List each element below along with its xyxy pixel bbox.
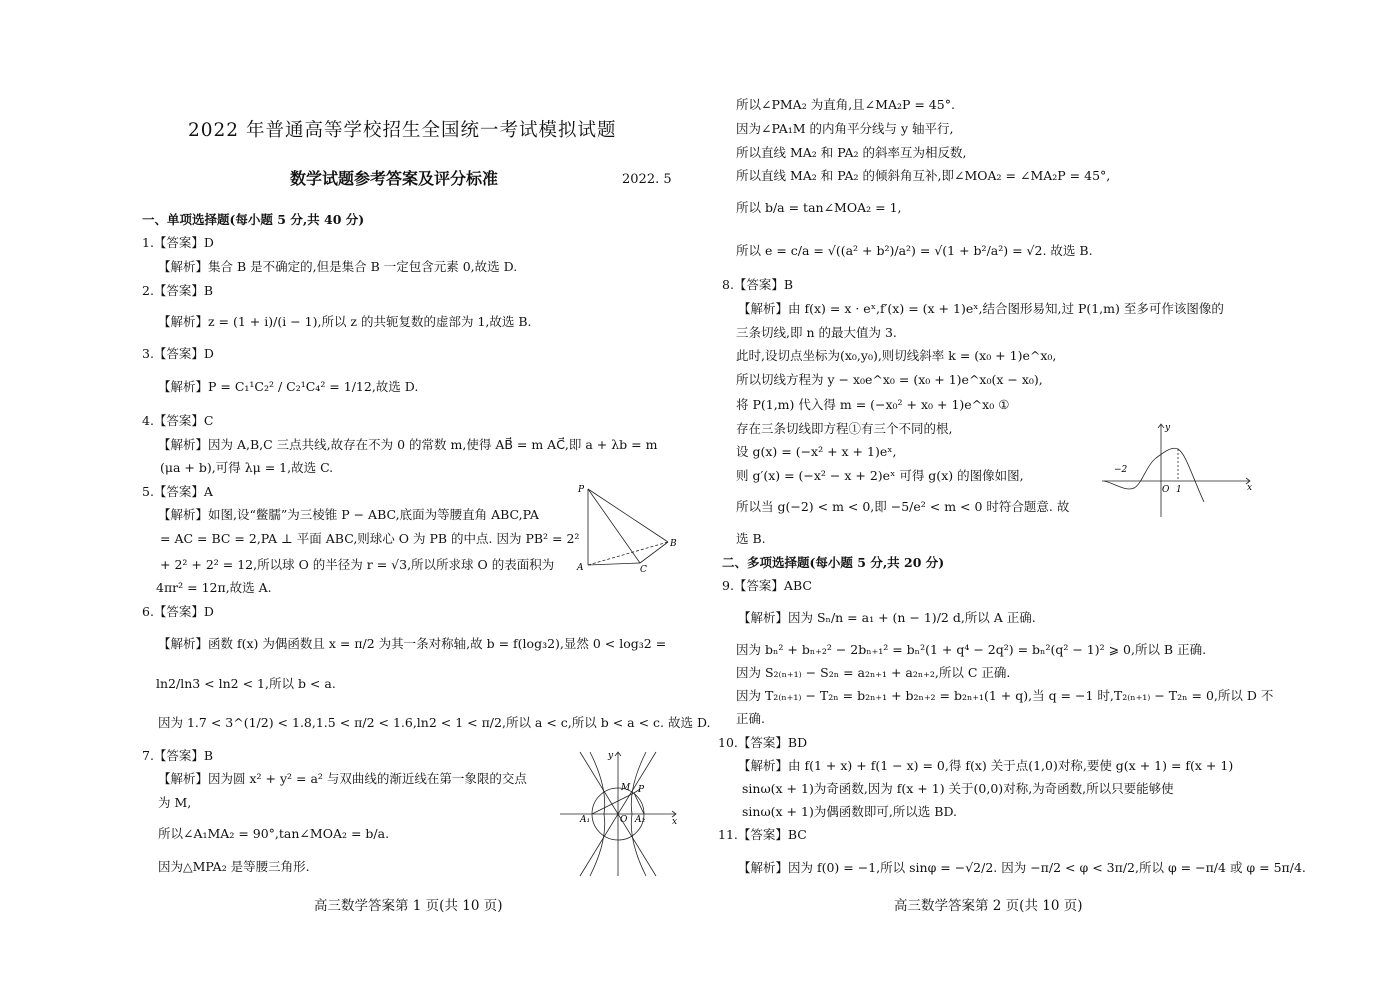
solution-line: 所以切线方程为 y − x₀e^x₀ = (x₀ + 1)e^x₀(x − x₀),	[736, 372, 1043, 387]
answer-5: 5.【答案】A	[142, 484, 213, 499]
solution-line: 因为 T₂₍ₙ₊₁₎ − T₂ₙ = b₂ₙ₊₁ + b₂ₙ₊₂ = b₂ₙ₊₁(1 + q),当 q = −1 时,T₂₍ₙ₊₁₎ − T₂ₙ = 0,所以 D 不	[736, 688, 1274, 703]
function-graph-figure	[1100, 420, 1255, 518]
solution-line: (μa + b),可得 λμ = 1,故选 C.	[160, 460, 334, 475]
solution-line: sinω(x + 1)为偶函数即可,所以选 BD.	[742, 804, 958, 819]
solution-line: 【解析】集合 B 是不确定的,但是集合 B 一定包含元素 0,故选 D.	[158, 259, 518, 274]
page-footer: 高三数学答案第 1 页(共 10 页)	[314, 898, 503, 914]
pyramid-figure	[574, 482, 684, 575]
point-label: B	[670, 539, 677, 549]
solution-line: 【解析】由 f(1 + x) + f(1 − x) = 0,得 f(x) 关于点(1,0)对称,要使 g(x + 1) = f(x + 1)	[738, 758, 1234, 773]
solution-line: 【解析】因为 Sₙ/n = a₁ + (n − 1)/2 d,所以 A 正确.	[738, 610, 1036, 625]
answer-11: 11.【答案】BC	[718, 827, 807, 842]
solution-line: 因为∠PA₁M 的内角平分线与 y 轴平行,	[736, 121, 954, 136]
tick-label: −2	[1114, 465, 1128, 475]
solution-line: 选 B.	[736, 531, 766, 546]
solution-line: 三条切线,即 n 的最大值为 3.	[736, 325, 897, 340]
point-label: A₂	[635, 815, 646, 825]
answer-9: 9.【答案】ABC	[722, 578, 812, 593]
point-label: P	[578, 485, 585, 495]
solution-line: 4πr² = 12π,故选 A.	[156, 580, 272, 595]
solution-line: 因为△MPA₂ 是等腰三角形.	[158, 859, 310, 874]
tick-label: 1	[1176, 485, 1182, 495]
axis-label: y	[1165, 423, 1171, 433]
section-heading-2: 二、多项选择题(每小题 5 分,共 20 分)	[722, 555, 945, 570]
hyperbola-figure	[558, 748, 683, 878]
solution-line: 【解析】如图,设“鳖臑”为三棱锥 P − ABC,底面为等腰直角 ABC,PA	[158, 507, 539, 522]
answer-6: 6.【答案】D	[142, 604, 214, 619]
solution-line: 将 P(1,m) 代入得 m = (−x₀² + x₀ + 1)e^x₀ ①	[736, 397, 1010, 412]
date: 2022. 5	[622, 172, 672, 187]
solution-line: 【解析】因为 f(0) = −1,所以 sinφ = −√2/2. 因为 −π/2 < φ < 3π/2,所以 φ = −π/4 或 φ = 5π/4.	[738, 860, 1306, 875]
answer-10: 10.【答案】BD	[718, 735, 808, 750]
solution-line: 所以 e = c/a = √((a² + b²)/a²) = √(1 + b²/a²) = √2. 故选 B.	[736, 243, 1093, 258]
answer-7: 7.【答案】B	[142, 748, 214, 763]
solution-line: 【解析】因为 A,B,C 三点共线,故存在不为 0 的常数 m,使得 AB⃗ = m AC⃗,即 a + λb = m	[158, 437, 658, 452]
solution-line: 因为 bₙ² + bₙ₊₂² − 2bₙ₊₁² = bₙ²(1 + q⁴ − 2q²) = bₙ²(q² − 1)² ⩾ 0,所以 B 正确.	[736, 642, 1207, 657]
solution-line: 所以∠A₁MA₂ = 90°,tan∠MOA₂ = b/a.	[158, 826, 390, 841]
solution-line: 【解析】因为圆 x² + y² = a² 与双曲线的渐近线在第一象限的交点	[158, 771, 527, 786]
answer-1: 1.【答案】D	[142, 235, 214, 250]
solution-line: 因为 1.7 < 3^(1/2) < 1.8,1.5 < π/2 < 1.6,ln2 < 1 < π/2,所以 a < c,所以 b < a < c. 故选 D.	[158, 715, 711, 730]
section-heading-1: 一、单项选择题(每小题 5 分,共 40 分)	[142, 212, 365, 227]
solution-line: 则 g′(x) = (−x² − x + 2)eˣ 可得 g(x) 的图像如图,	[736, 468, 1024, 483]
solution-line: 【解析】函数 f(x) 为偶函数且 x = π/2 为其一条对称轴,故 b = f(log₃2),显然 0 < log₃2 =	[158, 636, 667, 651]
point-label: C	[640, 565, 647, 575]
solution-line: 所以∠PMA₂ 为直角,且∠MA₂P = 45°.	[736, 97, 955, 112]
answer-8: 8.【答案】B	[722, 277, 794, 292]
axis-label: y	[608, 751, 614, 761]
solution-line: 因为 S₂₍ₙ₊₁₎ − S₂ₙ = a₂ₙ₊₁ + a₂ₙ₊₂,所以 C 正确.	[736, 665, 1011, 680]
solution-line: sinω(x + 1)为奇函数,因为 f(x + 1) 关于(0,0)对称,为奇函数,所以只要能够使	[742, 781, 1174, 796]
axis-label: x	[672, 817, 678, 827]
solution-line: 所以 b/a = tan∠MOA₂ = 1,	[736, 200, 902, 215]
answer-2: 2.【答案】B	[142, 283, 214, 298]
solution-line: 所以直线 MA₂ 和 PA₂ 的斜率互为相反数,	[736, 145, 967, 160]
solution-line: 存在三条切线即方程①有三个不同的根,	[736, 421, 953, 436]
solution-line: 【解析】P = C₁¹C₂² / C₂¹C₄² = 1/12,故选 D.	[158, 379, 419, 394]
point-label: A	[577, 563, 584, 573]
point-label: A₁	[580, 815, 591, 825]
axis-label: x	[1247, 483, 1253, 493]
answer-3: 3.【答案】D	[142, 346, 214, 361]
solution-line: 此时,设切点坐标为(x₀,y₀),则切线斜率 k = (x₀ + 1)e^x₀,	[736, 348, 1057, 363]
page-subtitle: 数学试题参考答案及评分标准	[290, 169, 499, 188]
solution-line: 为 M,	[158, 795, 192, 810]
point-label: O	[620, 815, 628, 825]
solution-line: 正确.	[736, 711, 765, 726]
solution-line: 所以直线 MA₂ 和 PA₂ 的倾斜角互补,即∠MOA₂ = ∠MA₂P = 45°,	[736, 168, 1111, 183]
answer-4: 4.【答案】C	[142, 413, 214, 428]
point-label: P	[638, 785, 645, 795]
origin-label: O	[1162, 485, 1170, 495]
solution-line: + 2² + 2² = 12,所以球 O 的半径为 r = √3,所以所求球 O 的表面积为	[160, 557, 555, 572]
solution-line: = AC = BC = 2,PA ⊥ 平面 ABC,则球心 O 为 PB 的中点. 因为 PB² = 2²	[160, 531, 580, 546]
solution-line: 【解析】由 f(x) = x · eˣ,f′(x) = (x + 1)eˣ,结合图形易知,过 P(1,m) 至多可作该图像的	[738, 301, 1224, 316]
solution-line: ln2/ln3 < ln2 < 1,所以 b < a.	[156, 676, 336, 691]
exam-title: 2022 年普通高等学校招生全国统一考试模拟试题	[188, 120, 617, 141]
solution-line: 所以当 g(−2) < m < 0,即 −5/e² < m < 0 时符合题意. 故	[736, 499, 1070, 514]
point-label: M	[621, 783, 631, 793]
page-footer: 高三数学答案第 2 页(共 10 页)	[894, 898, 1083, 914]
solution-line: 【解析】z = (1 + i)/(i − 1),所以 z 的共轭复数的虚部为 1,故选 B.	[158, 314, 532, 329]
solution-line: 设 g(x) = (−x² + x + 1)eˣ,	[736, 444, 897, 459]
